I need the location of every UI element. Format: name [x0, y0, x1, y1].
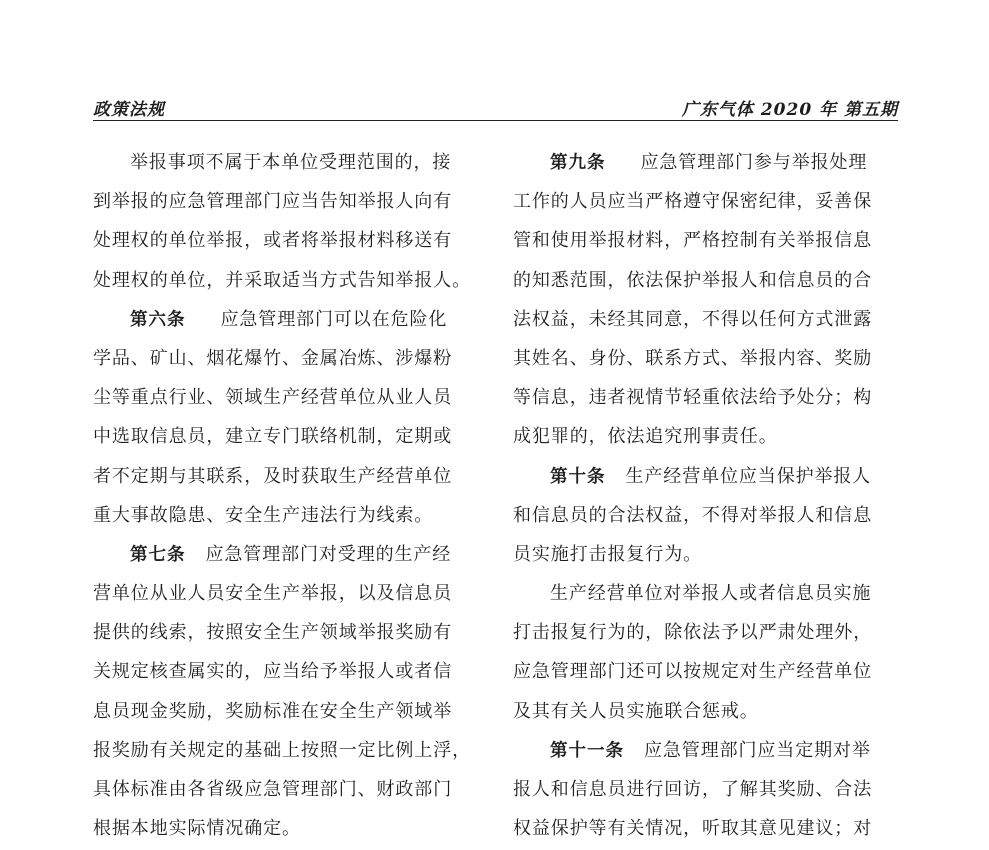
text-line [513, 652, 898, 691]
article-line [513, 143, 898, 182]
line-text: 息员现金奖励，奖励标准在安全生产领域举 [93, 700, 453, 722]
line-text: 应急管理部门还可以按规定对生产经营单位 [513, 661, 873, 683]
line-text: 打击报复行为的，除依法予以严肃处理外， [513, 622, 873, 644]
text-line [513, 496, 898, 535]
article-number: 第六条 [130, 309, 186, 330]
text-line [93, 692, 478, 731]
line-text: 应急管理部门对受理的生产经 [205, 543, 452, 565]
line-text: 员实施打击报复行为。 [513, 543, 702, 565]
line-text: 报人和信息员进行回访，了解其奖励、合法 [513, 779, 873, 800]
text-line [93, 261, 478, 300]
line-text: 重大事故隐患、安全生产违法行为线索。 [93, 504, 434, 526]
line-text: 生产经营单位应当保护举报人 [625, 465, 872, 487]
line-text: 处理权的单位，并采取适当方式告知举报人。 [93, 269, 471, 291]
text-line [93, 574, 478, 613]
text-line [513, 378, 898, 417]
line-text: 应急管理部门应当定期对举 [644, 739, 871, 761]
line-text: 的知悉范围，依法保护举报人和信息员的合 [513, 269, 873, 291]
text-line [513, 770, 898, 809]
line-text: 和信息员的合法权益，不得对举报人和信息 [513, 504, 873, 526]
line-text: 及其有关人员实施联合惩戒。 [513, 700, 759, 722]
line-text: 法权益，未经其同意，不得以任何方式泄露 [513, 308, 873, 330]
text-line [513, 535, 898, 574]
line-text: 中选取信息员，建立专门联络机制，定期或 [93, 426, 453, 448]
article-line [513, 731, 898, 770]
text-line [93, 613, 478, 652]
text-line [513, 809, 898, 848]
article-number: 第九条 [550, 153, 606, 173]
text-line [513, 300, 898, 339]
line-text: 权益保护等有关情况，听取其意见建议；对 [513, 818, 873, 840]
text-line [513, 339, 898, 378]
line-text: 成犯罪的，依法追究刑事责任。 [513, 426, 778, 448]
text-line [513, 182, 898, 221]
line-text: 工作的人员应当严格遵守保密纪律，妥善保 [513, 191, 873, 213]
line-text: 学品、矿山、烟花爆竹、金属冶炼、涉爆粉 [93, 347, 453, 369]
article-line [93, 535, 478, 574]
line-text: 处理权的单位举报，或者将举报材料移送有 [93, 230, 453, 252]
text-line [513, 574, 898, 613]
line-text: 生产经营单位对举报人或者信息员实施 [550, 583, 872, 605]
journal-issue: 广东气体 2020 年 第五期 [681, 100, 898, 120]
line-text: 其姓名、身份、联系方式、举报内容、奖励 [513, 347, 873, 369]
line-text: 举报事项不属于本单位受理范围的，接 [130, 152, 452, 173]
line-text: 关规定核查属实的，应当给予举报人或者信 [93, 661, 453, 683]
header-divider [93, 120, 898, 121]
text-line [93, 731, 478, 770]
line-text: 管和使用举报材料，严格控制有关举报信息 [513, 230, 873, 252]
text-line [513, 261, 898, 300]
left-column [93, 143, 478, 848]
text-line [93, 496, 478, 535]
article-number: 第十一条 [550, 740, 624, 761]
text-line [93, 143, 478, 182]
line-text: 到举报的应急管理部门应当告知举报人向有 [93, 191, 453, 213]
text-line [93, 339, 478, 378]
line-text: 提供的线索，按照安全生产领域举报奖励有 [93, 622, 453, 644]
text-line [513, 613, 898, 652]
line-text: 尘等重点行业、领域生产经营单位从业人员 [93, 387, 453, 409]
text-line [93, 652, 478, 691]
text-line [93, 221, 478, 260]
text-line [93, 457, 478, 496]
line-text: 营单位从业人员安全生产举报，以及信息员 [93, 583, 453, 605]
line-text: 具体标准由各省级应急管理部门、财政部门 [93, 779, 453, 800]
text-line [513, 692, 898, 731]
text-line [93, 182, 478, 221]
right-column [513, 143, 898, 848]
text-line [513, 221, 898, 260]
line-text: 应急管理部门可以在危险化 [220, 308, 448, 330]
text-line [93, 770, 478, 809]
article-line [93, 300, 478, 339]
article-number: 第十条 [550, 466, 606, 487]
text-line [93, 417, 478, 456]
line-text: 报奖励有关规定的基础上按照一定比例上浮， [93, 739, 471, 761]
line-text: 根据本地实际情况确定。 [93, 818, 301, 840]
article-line [513, 457, 898, 496]
section-title: 政策法规 [93, 100, 165, 120]
line-text: 者不定期与其联系，及时获取生产经营单位 [93, 465, 453, 487]
running-header [93, 93, 898, 121]
line-text: 等信息，违者视情节轻重依法给予处分；构 [513, 387, 873, 409]
article-number: 第七条 [130, 544, 186, 565]
line-text: 应急管理部门参与举报处理 [640, 152, 868, 173]
text-line [513, 417, 898, 456]
text-line [93, 378, 478, 417]
text-line [93, 809, 478, 848]
